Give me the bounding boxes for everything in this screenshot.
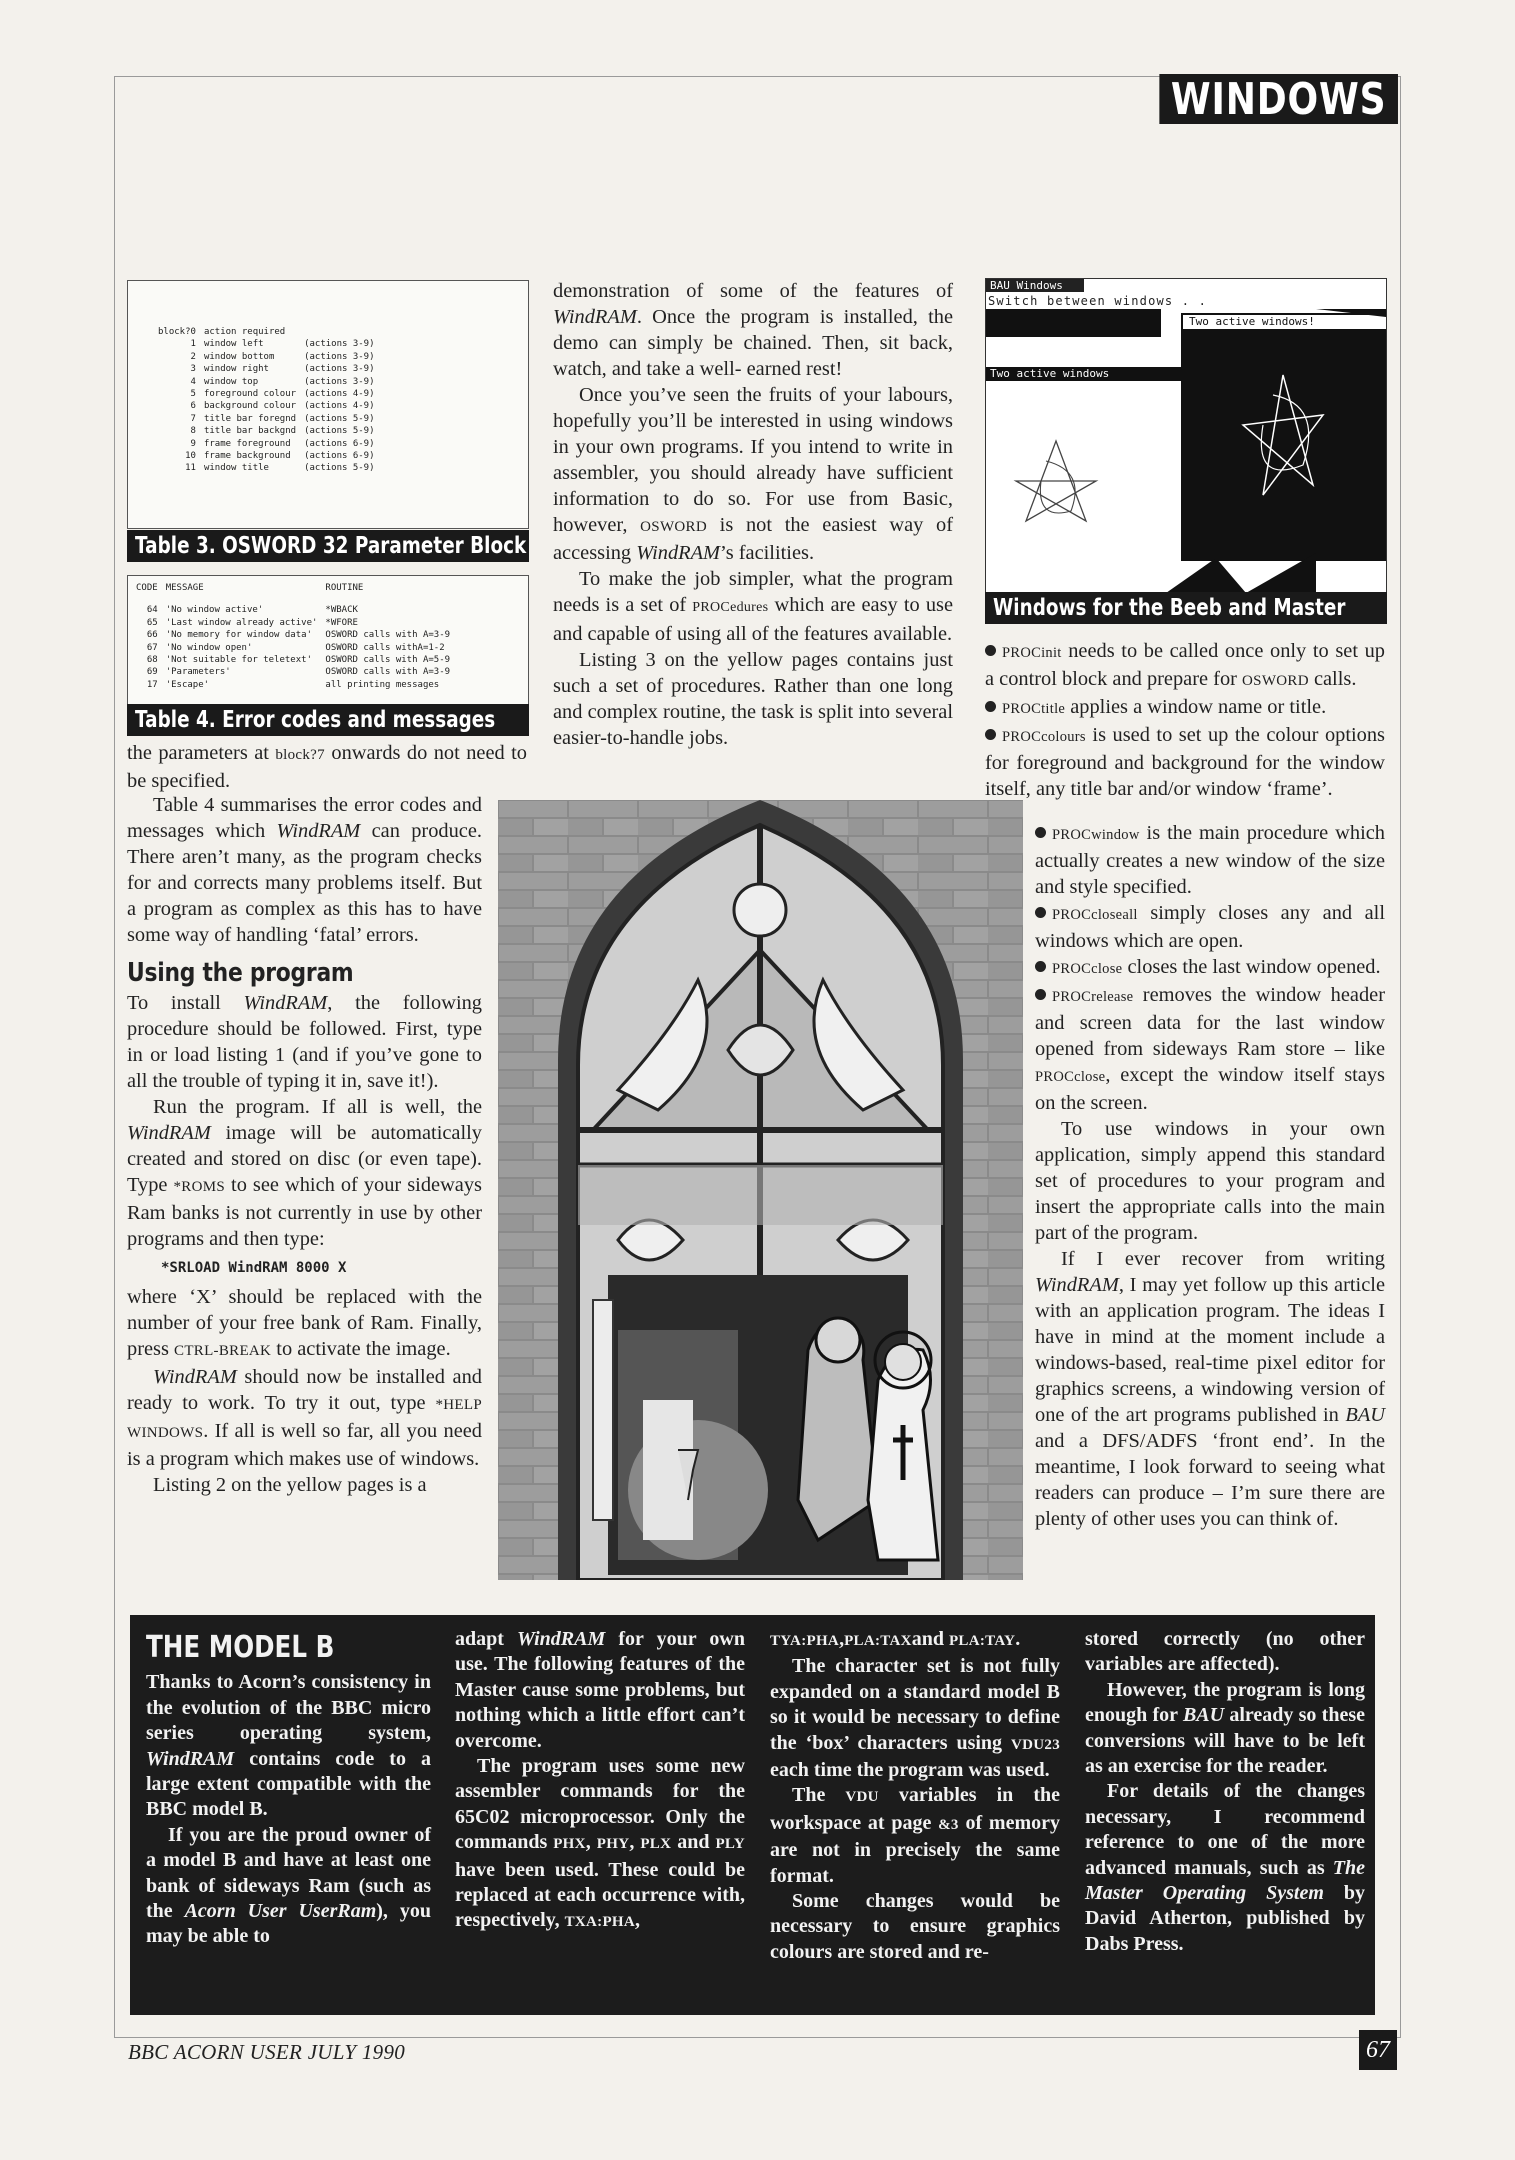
table-row — [132, 666, 454, 678]
boxout-c4-p1: stored correctly (no other variables are affected). — [1085, 1628, 1365, 1676]
boxout-col-2 — [455, 1627, 745, 1936]
bullet-proctitle: PROCtitle applies a window name or title. — [985, 694, 1385, 722]
table-row-cell: 10 — [185, 451, 196, 462]
table-row-cell: 8 — [190, 426, 196, 437]
table-row — [132, 604, 454, 616]
bullet-icon — [1035, 989, 1046, 1000]
boxout-c2-p2: The program uses some new assembler commands for the 65C02 microprocessor. Only the commands PHX, PHY, PLX and PLY have been used. These could be replaced at each occurrence with, respectively, TXA:PHA, — [455, 1755, 745, 1932]
table-row — [132, 679, 454, 691]
bullet-procrelease: PROCrelease removes the window header and screen data for the last window opened from sideways Ram store – like PROCclose, except the window itself stays on the screen. — [1035, 984, 1385, 1114]
bau-windows-screenshot — [985, 278, 1387, 594]
table-row-cell: frame foreground — [203, 438, 291, 449]
boxout-heading: THE MODEL B — [146, 1630, 335, 1665]
right-star-pattern — [1183, 335, 1383, 555]
screen-title-bar: BAU Windows — [986, 279, 1084, 292]
screen-line-1: Switch between windows . . — [988, 294, 1208, 308]
right-window-title: Two active windows! — [1183, 315, 1387, 329]
col1-para-6: WindRAM should now be installed and ready to work. To try it out, type *HELP WINDOWS. If all is well so far, all you need is a program which makes use of windows. — [127, 1366, 482, 1470]
table-row-cell: 4 — [190, 376, 196, 387]
table-row — [154, 425, 379, 437]
screen-bottom-decor — [986, 553, 1386, 593]
table-row — [132, 617, 454, 629]
boxout-c3-p1: The character set is not fully expanded on a standard model B so it would be necessary to define the ‘box’ characters using VDU23 each time the program was used. — [770, 1655, 1060, 1782]
bullet-procclose: PROCclose closes the last window opened. — [1035, 954, 1385, 982]
bullet-proccloseall: PROCcloseall simply closes any and all windows which are open. — [1035, 902, 1385, 952]
table-row-cell: 9 — [190, 438, 196, 449]
table-row-cell: (actions 3-9) — [304, 364, 375, 375]
table-row-cell: 17 — [146, 679, 158, 690]
screen-decor-stripes — [986, 309, 1386, 349]
table-row — [154, 351, 379, 363]
table-row-cell: 'No window active' — [165, 605, 264, 616]
table-row — [132, 642, 454, 654]
table-row — [154, 413, 379, 425]
table-row-cell: (actions 4-9) — [304, 389, 375, 400]
col2-para-3: To make the job simpler, what the program needs is a set of PROCedures which are easy to use and capable of using all of the features available. — [553, 568, 953, 645]
table-row-cell: *WFORE — [325, 617, 358, 628]
table-row-cell: (actions 5-9) — [304, 426, 375, 437]
table-row-cell: 64 — [146, 605, 158, 616]
table-row-cell: (actions 3-9) — [304, 339, 375, 350]
boxout-c3-p0: TYA:PHA,PLA:TAXand PLA:TAY. — [770, 1628, 1021, 1650]
table-3 — [154, 326, 379, 475]
screen-right-window — [1181, 313, 1387, 561]
table-header-row — [132, 582, 454, 604]
table-row-cell: 'No window open' — [165, 642, 253, 653]
table-row-cell: (actions 5-9) — [304, 413, 375, 424]
table-4-box — [127, 575, 529, 705]
col1-para-4: Run the program. If all is well, the WindRAM image will be automatically created and stored on disc (or even tape). Type *ROMS to see which of your sideways Ram banks is not currently in use by other programs and then type: — [127, 1096, 482, 1250]
table-row-cell: window title — [203, 463, 269, 474]
bullet-icon — [985, 729, 996, 740]
table-row-cell: window bottom — [203, 351, 275, 362]
table-row-cell: 2 — [190, 351, 196, 362]
boxout-c3-p2: The VDU variables in the workspace at page &3 of memory are not in precisely the same format. — [770, 1784, 1061, 1887]
table-row-cell: 'No memory for window data' — [165, 630, 312, 641]
table-row-cell: 67 — [146, 642, 158, 653]
table-row-cell: 7 — [190, 413, 196, 424]
stained-glass-image — [498, 800, 1023, 1580]
boxout-col-1 — [146, 1627, 431, 1950]
table-row-cell: frame background — [203, 451, 291, 462]
column-3 — [985, 638, 1385, 802]
table-header-row-cell: ROUTINE — [325, 583, 364, 593]
table-row — [154, 338, 379, 350]
column-1 — [127, 740, 527, 794]
table-row — [154, 450, 379, 462]
table-row-cell: OSWORD calls with A=5-9 — [325, 655, 451, 666]
table-row-cell: (actions 6-9) — [304, 438, 375, 449]
table-row-cell: 5 — [190, 389, 196, 400]
col1-para-7: Listing 2 on the yellow pages is a — [153, 1474, 427, 1496]
srload-command: *SRLOAD WindRAM 8000 X — [161, 1260, 347, 1276]
table-row-cell: 'Escape' — [165, 679, 210, 690]
table-row-cell: *WBACK — [325, 605, 358, 616]
left-window-title: Two active windows — [986, 367, 1181, 381]
table-row — [154, 400, 379, 412]
bullet-proccolours: PROCcolours is used to set up the colour options for foreground and background for the window itself, any title bar and/or window ‘frame’. — [985, 724, 1385, 800]
boxout-c3-p3: Some changes would be necessary to ensure graphics colours are stored and re- — [770, 1890, 1060, 1963]
table-row — [154, 388, 379, 400]
table-row — [132, 654, 454, 666]
table-row — [154, 438, 379, 450]
boxout-c2-p1: adapt WindRAM for your own use. The following features of the Master cause some problems, but nothing which a little effort can’t overcome. — [455, 1628, 746, 1752]
table-row-cell: all printing messages — [325, 679, 440, 690]
table-row-cell: (actions 4-9) — [304, 401, 375, 412]
col1-para-1: the parameters at block?7 onwards do not need to be specified. — [127, 742, 527, 792]
table-row-cell: 'Last window already active' — [165, 617, 318, 628]
boxout-col-3 — [770, 1627, 1060, 1965]
table-header-row-cell: CODE — [136, 583, 158, 593]
table-row-cell — [300, 326, 378, 338]
bullet-icon — [1035, 907, 1046, 918]
table-row-cell: block?0 — [158, 327, 196, 337]
column-2 — [553, 278, 953, 751]
table-row-cell: 68 — [146, 655, 158, 666]
screenshot-caption: Windows for the Beeb and Master — [985, 592, 1387, 624]
table-row-cell: window left — [203, 339, 264, 350]
table-row-cell: 66 — [146, 630, 158, 641]
table-row-cell: 11 — [185, 463, 196, 474]
col1-para-2: Table 4 summarises the error codes and messages which WindRAM can produce. There aren’t many, as the program checks for and corrects many problems itself. But a program as complex as this has to have some way of handling ‘fatal’ errors. — [127, 794, 482, 946]
table-row-cell: foreground colour — [203, 389, 297, 400]
using-program-heading: Using the program — [127, 958, 354, 988]
table-row-cell: OSWORD calls withA=1-2 — [325, 642, 445, 653]
table-row-cell: (actions 3-9) — [304, 376, 375, 387]
boxout-col-4 — [1085, 1627, 1365, 1957]
table-4-caption: Table 4. Error codes and messages — [127, 704, 529, 736]
table-row — [154, 462, 379, 474]
table-row-cell: title bar foregnd — [203, 413, 297, 424]
col3-para-1: To use windows in your own application, simply append this standard set of procedures to your program and insert the appropriate calls into the main part of the program. — [1035, 1118, 1385, 1244]
bullet-procwindow: PROCwindow is the main procedure which actually creates a new window of the size and style specified. — [1035, 822, 1385, 898]
table-row-cell: 'Parameters' — [165, 667, 231, 678]
bullet-icon — [1035, 961, 1046, 972]
boxout-c1-p1: Thanks to Acorn’s consistency in the evolution of the BBC micro series operating system, WindRAM contains code to a large extent compatible with the BBC model B. — [146, 1671, 431, 1821]
table-row-cell: OSWORD calls with A=3-9 — [325, 667, 451, 678]
table-3-caption: Table 3. OSWORD 32 Parameter Block — [127, 530, 529, 562]
table-4 — [132, 582, 454, 691]
left-star-pattern — [986, 381, 1181, 581]
model-b-boxout — [130, 1615, 1375, 2015]
boxout-c4-p3: For details of the changes necessary, I recommend reference to one of the more advanced manuals, such as The Master Operating System by David Atherton, published by Dabs Press. — [1085, 1780, 1366, 1955]
bullet-icon — [1035, 827, 1046, 838]
col1-para-5: where ‘X’ should be replaced with the number of your free bank of Ram. Finally, press CTRL-BREAK to activate the image. — [127, 1286, 482, 1360]
boxout-c1-p2: If you are the proud owner of a model B and have at least one bank of sideways Ram (such as the Acorn User UserRam), you may be able to — [146, 1823, 431, 1948]
table-row-cell: (actions 5-9) — [304, 463, 375, 474]
table-row-cell: 69 — [146, 667, 158, 678]
table-row-cell: background colour — [203, 401, 297, 412]
table-row — [154, 326, 379, 338]
table-row-cell: OSWORD calls with A=3-9 — [325, 630, 451, 641]
table-row — [154, 376, 379, 388]
table-row-cell: (actions 3-9) — [304, 351, 375, 362]
bullet-icon — [985, 645, 996, 656]
boxout-c4-p2: However, the program is long enough for BAU already so these conversions will have to be left as an exercise for the reader. — [1085, 1678, 1365, 1778]
table-row-cell: 6 — [190, 401, 196, 412]
magazine-footer: BBC ACORN USER JULY 1990 — [128, 2040, 406, 2064]
section-tab: WINDOWS — [1159, 74, 1398, 124]
col2-para-2: Once you’ve seen the fruits of your labours, hopefully you’ll be interested in using windows in your own programs. If you intend to write in assembler, you should already have sufficient information to do so. For use from Basic, however, OSWORD is not the easiest way of accessing WindRAM’s facilities. — [553, 384, 953, 564]
table-row — [132, 629, 454, 641]
table-row-cell: window top — [203, 376, 259, 387]
table-row-cell: title bar backgnd — [203, 426, 297, 437]
column-1-lower — [127, 792, 482, 1498]
column-3-lower — [1035, 820, 1385, 1532]
table-row-cell: 'Not suitable for teletext' — [165, 655, 312, 666]
table-row-cell: 3 — [190, 364, 196, 375]
col2-para-4: Listing 3 on the yellow pages contains just such a set of procedures. Rather than one long and complex routine, the task is split into several easier-to-handle jobs. — [553, 649, 953, 749]
table-row-cell: 65 — [146, 617, 158, 628]
page-number: 67 — [1359, 2030, 1397, 2070]
bullet-procinit: PROCinit needs to be called once only to set up a control block and prepare for OSWORD calls. — [985, 640, 1385, 690]
col1-para-3: To install WindRAM, the following procedure should be followed. First, type in or load listing 1 (and if you’ve gone to all the trouble of typing it in, save it!). — [127, 992, 483, 1092]
table-3-box — [127, 280, 529, 529]
table-header-row-cell: MESSAGE — [165, 583, 204, 593]
table-row-cell: window right — [203, 364, 269, 375]
table-row — [154, 363, 379, 375]
col2-para-1: demonstration of some of the features of WindRAM. Once the program is installed, the demo can simply be chained. Then, sit back, watch, and take a well- earned rest! — [553, 280, 953, 380]
table-row-cell: 1 — [190, 339, 196, 350]
table-row-cell: action required — [203, 327, 286, 337]
bullet-icon — [985, 701, 996, 712]
table-row-cell: (actions 6-9) — [304, 451, 375, 462]
col3-para-2: If I ever recover from writing WindRAM, I may yet follow up this article with an application program. The ideas I have in mind at the moment include a windows-based, real-time pixel editor for graphics screens, a windowing version of one of the art programs published in BAU and a DFS/ADFS ‘front end’. In the meantime, I look forward to seeing what readers can produce – I’m sure there are plenty of other uses you can think of. — [1035, 1248, 1385, 1530]
stained-glass-illustration — [498, 800, 1023, 1580]
